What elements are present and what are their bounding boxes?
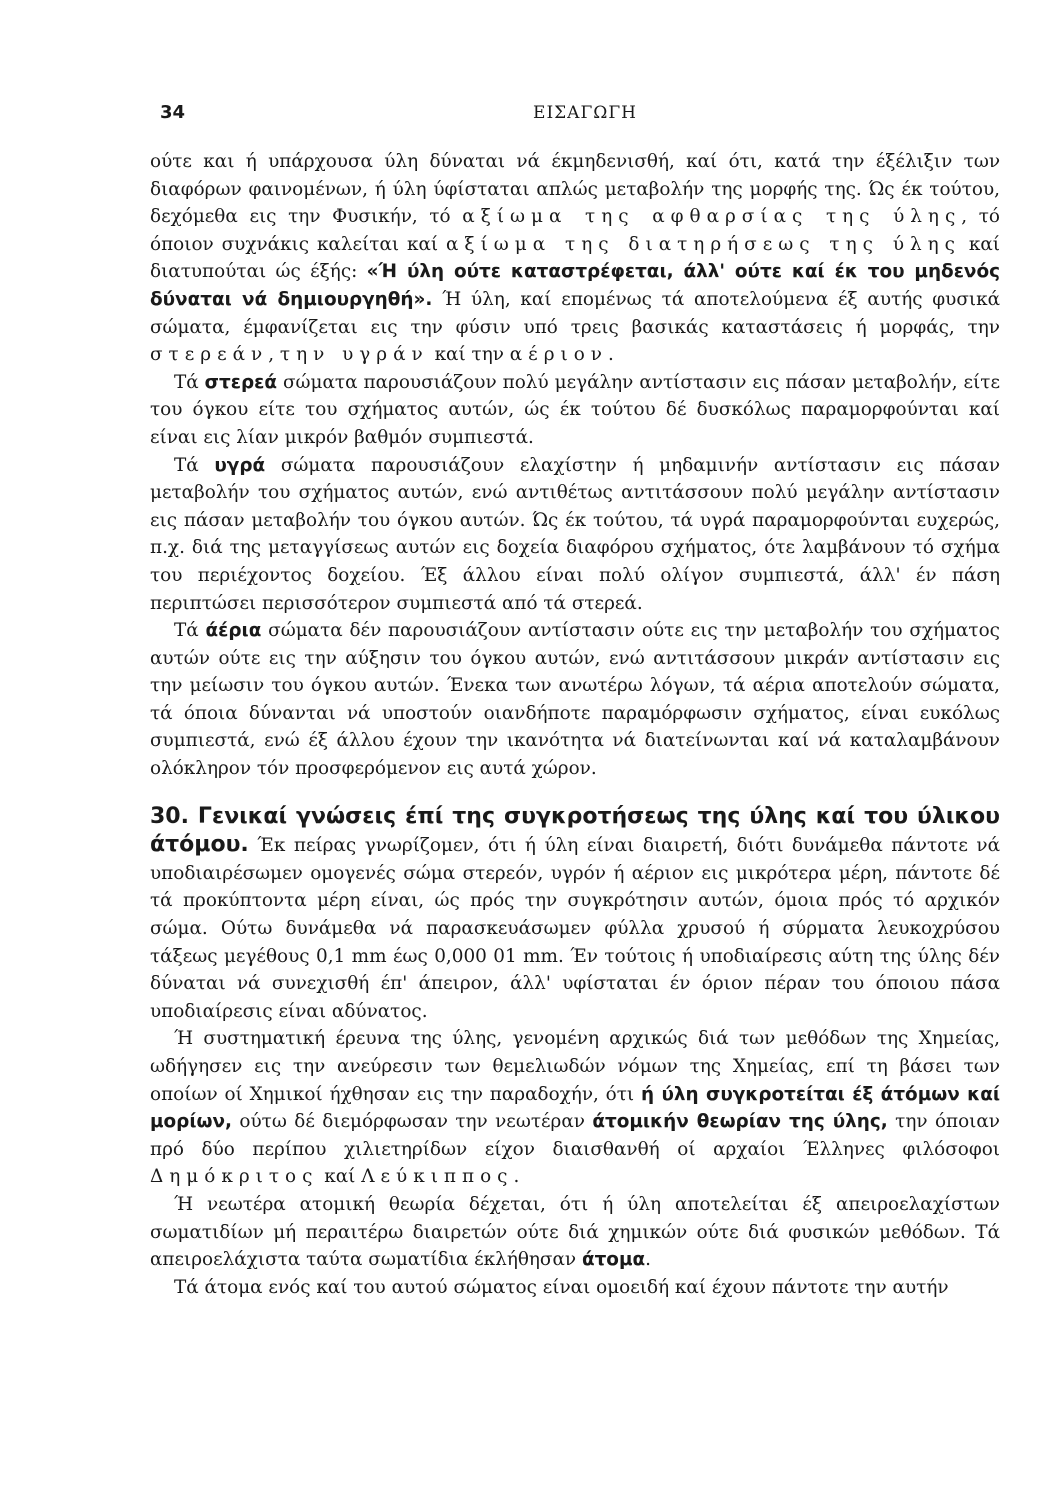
text: ούτω δέ διεμόρφωσαν την νεωτέραν <box>232 1111 593 1133</box>
text: Τά <box>174 620 206 642</box>
text: ούτε και ή υπάρχουσα ύλη δύναται νά έκμηδενισθή, καί ότι, κατά την έξέλιξιν των διαφόρων φαινομένων, ή ύλη ύφίσταται απλώς μεταβολήν της μορφής της. Ώς έκ τούτου, δεχόμεθα εις την Φυσικήν, τό <box>150 151 1000 228</box>
bold-statement: «Ή ύλη ούτε καταστρέφεται, άλλ' ούτε καί έκ του μηδενός δύναται νά δημιουργηθή». <box>150 261 1000 310</box>
text: Τά άτομα ενός καί του αυτού σώματος είναι ομοειδή καί έχουν πάντοτε την αυτήν <box>174 1276 949 1298</box>
spaced-term: την υγράν <box>279 344 429 366</box>
text: . <box>645 1249 651 1271</box>
text: καί την <box>428 344 510 366</box>
spaced-term: αξίωμα της αφθαρσίας της ύλης <box>462 206 962 228</box>
spaced-name: Λεύκιππος <box>361 1166 514 1188</box>
text: . <box>608 344 614 366</box>
paragraph-matter-conservation <box>150 148 1000 369</box>
spaced-term: αέριον <box>509 344 608 366</box>
paragraph-liquids <box>150 452 1000 618</box>
section-heading: 30. Γενικαί γνώσεις έπί της συγκροτήσεως της ύλης καί του ύλικου άτόμου. <box>150 803 1000 858</box>
spaced-term: αξίωμα της διατηρήσεως της ύλης <box>446 233 961 255</box>
text: καί διατυπούται ώς έξής: <box>150 233 1001 283</box>
bold-term: στερεά <box>204 371 278 393</box>
text: καί <box>318 1166 362 1188</box>
paragraph-atomic-theory <box>150 1025 1000 1191</box>
spaced-term: στερεάν <box>150 344 269 366</box>
paragraph-solids <box>150 369 1000 452</box>
text: Ή συστηματική έρευνα της ύλης, γενομένη αρχικώς διά των μεθόδων της Χημείας, ωδήγησεν εις την ανεύρεσιν των θεμελιωδών νόμων της Χημείας, επί τη βάσει των οποίων οί Χημικοί ήχθησαν εις την παραδοχήν, ότι <box>150 1028 1000 1105</box>
paragraph-atoms-same <box>150 1274 1000 1302</box>
bold-statement: ή ύλη συγκροτείται έξ άτόμων καί μορίων, <box>150 1083 1000 1133</box>
text: Ή ύλη, καί επομένως τά αποτελούμενα έξ αυτής φυσικά σώματα, έμφανίζεται εις την φύσιν υπό τρεις βασικάς καταστάσεις ή μορφάς, την <box>150 288 1000 338</box>
text: . <box>513 1166 520 1188</box>
spaced-name: Δημόκριτος <box>150 1166 319 1188</box>
text: σώματα παρουσιάζουν πολύ μεγάλην αντίστασιν εις πάσαν μεταβολήν, είτε του όγκου είτε του σχήματος αυτών, ώς έκ τούτου δέ δυσκόλως παραμορφούνται καί είναι εις λίαν μικρόν βαθμόν συμπιεστά. <box>150 371 1000 448</box>
page-body <box>150 148 1000 1301</box>
section-30-paragraph <box>150 803 1000 1026</box>
text: Έκ πείρας γνωρίζομεν, ότι ή ύλη είναι διαιρετή, διότι δυνάμεθα πάντοτε νά υποδιαιρέσωμεν ομογενές σώμα στερεόν, υγρόν ή αέριον εις μικρότερα μέρη, πάντοτε δέ τά προκύπτοντα μέρη είναι, ώς πρός την συγκρότησιν αυτών, όμοια πρός τό αρχικόν σώμα. Ούτω δυνάμεθα νά παρασκευάσωμεν φύλλα χρυσού ή σύρματα λευκοχρύσου τάξεως μεγέθους 0,1 mm έως 0,000 01 mm. Έν τούτοις ή υποδιαίρεσις αύτη της ύλης δέν δύναται νά συνεχισθή έπ' άπειρον, άλλ' υφίσταται έν όριον πέραν του όποιου πάσα υποδιαίρεσις είναι αδύνατος. <box>150 835 1000 1022</box>
text: Ή νεωτέρα ατομική θεωρία δέχεται, ότι ή ύλη αποτελείται έξ απειροελαχίστων σωματιδίων μή περαιτέρω διαιρετών ούτε διά χημικών ούτε διά φυσικών μεθόδων. Τά απειροελάχιστα ταύτα σωματίδια έκλήθησαν <box>150 1193 1000 1271</box>
text: σώματα δέν παρουσιάζουν αντίστασιν ούτε εις την μεταβολήν του σχήματος αυτών ούτε εις την αύξησιν του όγκου αυτών, ενώ αντιτάσσουν μικράν αντίστασιν εις την μείωσιν του όγκου αυτών. Ένεκα των ανωτέρω λόγων, τά αέρια αποτελούν σώματα, τά όποια δύνανται νά υποστούν οιανδήποτε παραμόρφωσιν σχήματος, είναι ευκόλως συμπιεστά, ενώ έξ άλλου έχουν την ικανότητα νά διατείνωνται καί νά καταλαμβάνουν ολόκληρον τόν προσφερόμενον εις αυτά χώρον. <box>150 620 1000 780</box>
text: Τά <box>174 371 205 393</box>
page-number: 34 <box>160 102 186 123</box>
text: , τό όποιον συχνάκις καλείται καί <box>150 206 1000 255</box>
bold-term: άτομα <box>581 1249 646 1271</box>
text: , <box>268 344 280 366</box>
bold-term: υγρά <box>214 454 266 476</box>
text: σώματα παρουσιάζουν ελαχίστην ή μηδαμινήν αντίστασιν εις πάσαν μεταβολήν του σχήματος αυτών, ενώ αντιθέτως αντιτάσσουν πολύ μεγάλην αντίστασιν εις πάσαν μεταβολήν του όγκου αυτών. Ώς έκ τούτου, τά υγρά παραμορφούνται ευχερώς, π.χ. διά της μεταγγίσεως αυτών εις δοχεία διαφόρου σχήματος, ότε λαμβάνουν τό σχήμα του περιέχοντος δοχείου. Έξ άλλου είναι πολύ ολίγον συμπιεστά, άλλ' έν πάση περιπτώσει περισσότερον συμπιεστά από τά στερεά. <box>150 454 1000 614</box>
running-head: ΕΙΣΑΓΩΓΗ <box>533 103 637 123</box>
text: Τά <box>174 454 215 476</box>
bold-term: άτομικήν θεωρίαν της ύλης, <box>592 1111 888 1133</box>
paragraph-atoms-definition <box>150 1191 1000 1274</box>
text: την όποιαν πρό δύο περίπου χιλιετηρίδων είχον διαισθανθή οί αρχαίοι Έλληνες φιλόσοφοι <box>150 1111 1000 1160</box>
paragraph-gases <box>150 617 1000 783</box>
bold-term: άέρια <box>205 620 262 642</box>
